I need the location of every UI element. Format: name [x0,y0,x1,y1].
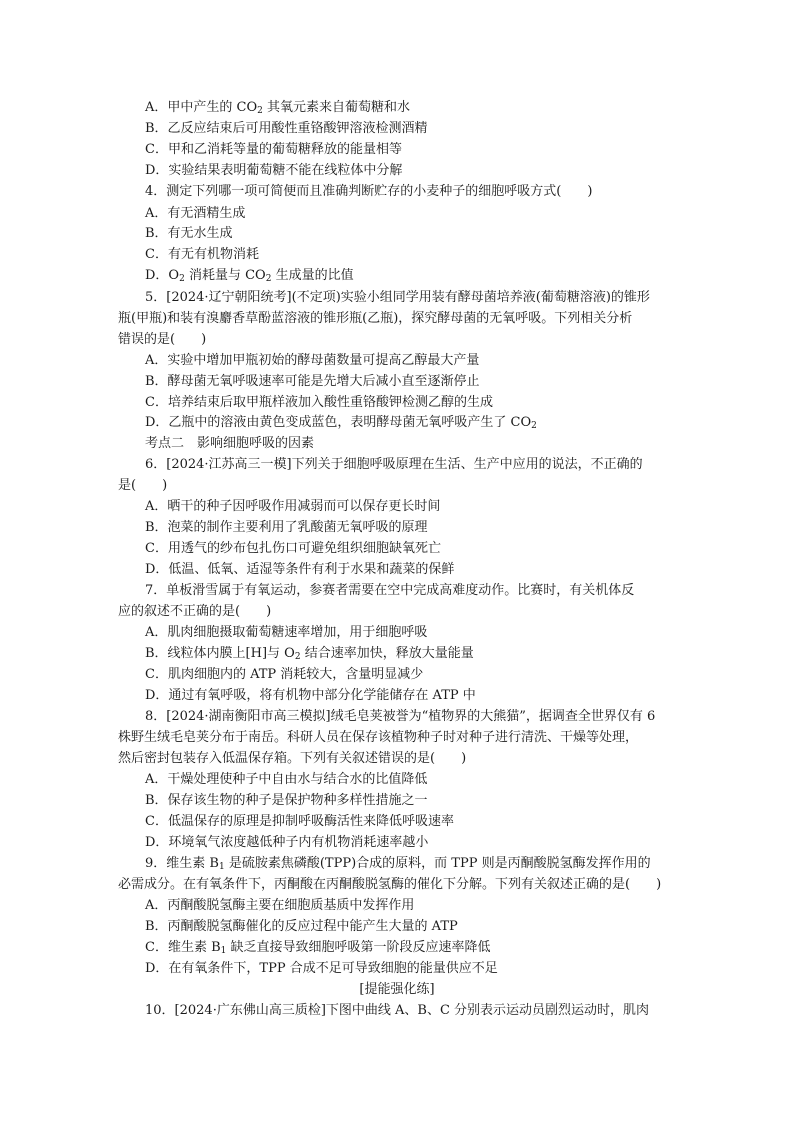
text-segment: D．通过有氧呼吸，将有机物中部分化学能储存在 ATP 中 [145,688,476,703]
subscript: 2 [265,274,272,284]
q4-option-c [145,246,259,264]
text-segment: D．乙瓶中的溶液由黄色变成蓝色，表明酵母菌无氧呼吸产生了 CO [145,415,532,430]
text-segment: 然后密封包装存入低温保存箱。下列有关叙述错误的是( ) [118,751,467,766]
q6-option-b [145,519,428,537]
text-segment: A．有无酒精生成 [145,206,246,221]
q7-option-d [145,687,476,705]
q7-option-b [145,645,474,663]
text-segment: [提能强化练] [359,982,435,997]
q4-option-a [145,205,245,223]
text-segment: B．线粒体内膜上[H]与 O [145,646,295,661]
q9-stem-line2 [118,876,661,894]
text-segment: 错误的是( ) [118,332,207,347]
text-segment: 考点二 影响细胞呼吸的因素 [145,436,315,451]
q6-stem-line1 [145,456,643,474]
text-segment: C．有无有机物消耗 [145,247,259,262]
text-segment: A．甲中产生的 CO [145,100,258,115]
q8-option-c [145,813,454,831]
q4-option-b [145,225,233,243]
q6-option-a [145,498,440,516]
q5-stem-line1 [145,289,650,307]
text-segment: D．O [145,268,180,283]
text-segment: B．保存该生物的种子是保护物种多样性措施之一 [145,793,428,808]
q8-option-b [145,792,428,810]
subscript: 2 [294,652,301,662]
q9-option-a [145,897,414,915]
q7-stem-line2 [118,603,271,621]
text-segment: 10．[2024·广东佛山高三质检]下图中曲线 A、B、C 分别表示运动员剧烈运动时，肌肉 [145,1003,650,1018]
q8-stem-line1 [145,708,655,726]
text-segment: C．培养结束后取甲瓶样液加入酸性重铬酸钾检测乙醇的生成 [145,395,493,410]
q8-option-a [145,771,427,789]
text-segment: D．环境氧气浓度越低种子内有机物消耗速率越小 [145,835,429,850]
q6-stem-line2 [118,477,167,495]
section-heading [145,435,314,453]
text-segment: 必需成分。在有氧条件下，丙酮酸在丙酮酸脱氢酶的催化下分解。下列有关叙述正确的是( ) [118,877,662,892]
q7-stem-line1 [145,582,634,600]
text-segment: B．酵母菌无氧呼吸速率可能是先增大后减小直至逐渐停止 [145,374,480,389]
q5-option-d [145,414,537,432]
q5-option-b [145,373,480,391]
text-segment: 生成量的比值 [271,268,354,283]
text-segment: 8．[2024·湖南衡阳市高三模拟]绒毛皂荚被誉为“植物界的大熊猫”，据调查全世界仅有 6 [145,709,656,724]
q7-option-c [145,666,423,684]
q5-stem-line2 [118,310,632,328]
text-segment: D．低温、低氧、适湿等条件有利于水果和蔬菜的保鲜 [145,562,455,577]
subscript: 2 [257,106,263,116]
text-segment: A．肌肉细胞摄取葡萄糖速率增加，用于细胞呼吸 [145,625,428,640]
text-segment: B．有无水生成 [145,226,233,241]
q6-option-d [145,561,454,579]
text-segment: 瓶(甲瓶)和装有溴麝香草酚蓝溶液的锥形瓶(乙瓶)，探究酵母菌的无氧呼吸。下列相关分析 [118,311,633,326]
q9-option-d [145,960,498,978]
practice-heading [0,981,794,999]
text-segment: 是( ) [118,478,168,493]
q8-stem-line3 [118,750,466,768]
text-segment: C．甲和乙消耗等量的葡萄糖释放的能量相等 [145,142,402,157]
q3-option-b [145,120,428,138]
q5-stem-line3 [118,331,206,349]
text-segment: 7．单板滑雪属于有氧运动，参赛者需要在空中完成高难度动作。比赛时，有关机体反 [145,583,635,598]
text-segment: 5．[2024·辽宁朝阳统考](不定项)实验小组同学用装有酵母菌培养液(葡萄糖溶液)的锥形 [145,290,650,305]
text-segment: 缺乏直接导致细胞呼吸第一阶段反应速率降低 [226,940,491,955]
q9-stem-line1 [145,855,651,873]
q7-option-a [145,624,427,642]
text-segment: 4．测定下列哪一项可简便而且准确判断贮存的小麦种子的细胞呼吸方式( ) [145,184,593,199]
q5-option-c [145,394,493,412]
q8-option-d [145,834,428,852]
text-segment: D．在有氧条件下，TPP 合成不足可导致细胞的能量供应不足 [145,961,498,976]
q3-option-a [145,99,410,117]
text-segment: 是硫胺素焦磷酸(TPP)合成的原料，而 TPP 则是丙酮酸脱氢酶发挥作用的 [224,856,651,871]
text-segment: A．晒干的种子因呼吸作用减弱而可以保存更长时间 [145,499,441,514]
q3-option-c [145,141,402,159]
q3-option-d [145,162,402,180]
text-segment: D．实验结果表明葡萄糖不能在线粒体中分解 [145,163,403,178]
text-segment: A．实验中增加甲瓶初始的酵母菌数量可提高乙醇最大产量 [145,353,480,368]
text-segment: 其氧元素来自葡萄糖和水 [262,100,411,115]
text-segment: A．干燥处理使种子中自由水与结合水的比值降低 [145,772,428,787]
subscript: 1 [220,946,227,956]
text-segment: 消耗量与 CO [184,268,266,283]
subscript: 2 [531,421,537,431]
q4-stem [145,183,592,201]
q4-option-d [145,267,354,285]
text-segment: B．乙反应结束后可用酸性重铬酸钾溶液检测酒精 [145,121,428,136]
text-segment: C．维生素 B [145,940,221,955]
q10-stem-line1 [145,1002,649,1020]
subscript: 2 [179,274,185,284]
text-segment: B．泡菜的制作主要利用了乳酸菌无氧呼吸的原理 [145,520,428,535]
subscript: 1 [218,862,225,872]
q6-option-c [145,540,441,558]
text-segment: C．用透气的纱布包扎伤口可避免组织细胞缺氧死亡 [145,541,441,556]
q5-option-a [145,352,479,370]
text-segment: 9．维生素 B [145,856,219,871]
text-segment: 6．[2024·江苏高三一模]下列关于细胞呼吸原理在生活、生产中应用的说法，不正确的 [145,457,643,472]
q8-stem-line2 [118,729,638,747]
text-segment: 株野生绒毛皂荚分布于南岳。科研人员在保存该植物种子时对种子进行清洗、干燥等处理， [118,730,639,745]
text-segment: 应的叙述不正确的是( ) [118,604,272,619]
q9-option-c [145,939,491,957]
text-segment: C．低温保存的原理是抑制呼吸酶活性来降低呼吸速率 [145,814,454,829]
text-segment: 结合速率加快，释放大量能量 [300,646,474,661]
text-segment: C．肌肉细胞内的 ATP 消耗较大，含量明显减少 [145,667,424,682]
text-segment: B．丙酮酸脱氢酶催化的反应过程中能产生大量的 ATP [145,919,458,934]
q9-option-b [145,918,458,936]
text-segment: A．丙酮酸脱氢酶主要在细胞质基质中发挥作用 [145,898,415,913]
